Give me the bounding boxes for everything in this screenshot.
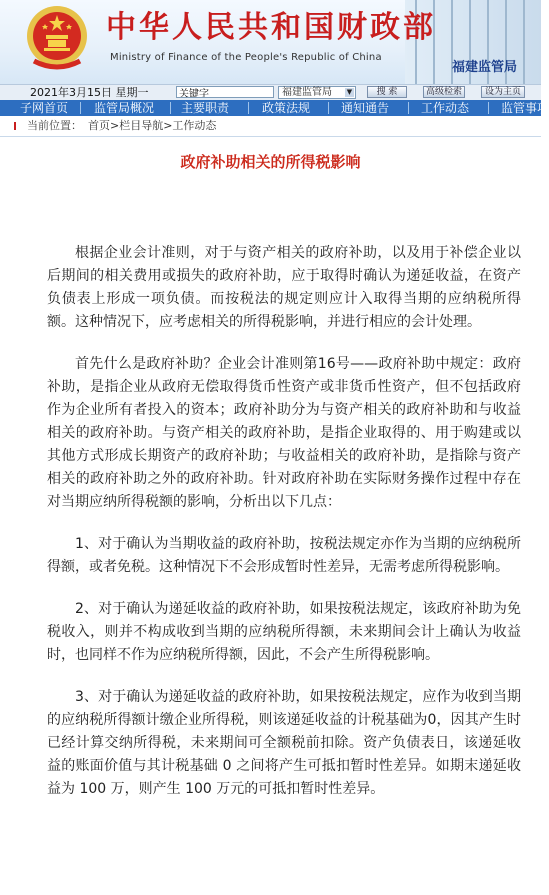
- site-title-english: Ministry of Finance of the People's Republic of China: [110, 52, 382, 63]
- search-button[interactable]: 搜 索: [367, 86, 407, 98]
- article-title: 政府补助相关的所得税影响: [180, 153, 361, 171]
- article-paragraph: 1、对于确认为当期收益的政府补助，按税法规定亦作为当期的应纳税所得额，或者免税。这种情况下不会形成暂时性差异，无需考虑所得税影响。: [47, 536, 521, 575]
- nav-divider: [248, 102, 249, 114]
- site-header: [0, 0, 541, 84]
- breadcrumb-marker-icon: [14, 122, 16, 130]
- nav-item-notices[interactable]: 通知通告: [341, 101, 390, 115]
- main-nav: [0, 100, 549, 116]
- breadcrumb-label: 当前位置：: [27, 119, 82, 132]
- nav-divider: [170, 102, 171, 114]
- article-paragraph: 2、对于确认为递延收益的政府补助，如果按税法规定，该政府补助为免税收入，则并不构成收到当期的应纳税所得额，未来期间会计上确认为收益时，也同样不作为应纳税所得额，因此，不会产生所得税影响。: [47, 601, 521, 663]
- article-paragraph: 根据企业会计准则，对于与资产相关的政府补助，以及用于补偿企业以后期间的相关费用或损失的政府补助，应于取得时确认为递延收益，在资产负债表上形成一项负债。而按税法的规定则应计入取得当期的应纳税所得额。这种情况下，应考虑相关的所得税影响，并进行相应的会计处理。: [47, 245, 521, 330]
- nav-item-overview[interactable]: 监管局概况: [94, 101, 155, 115]
- nav-item-news[interactable]: 工作动态: [421, 101, 470, 115]
- nav-item-supervision[interactable]: 监管事项: [501, 101, 549, 115]
- article-paragraph: 首先什么是政府补助？企业会计准则第16号——政府补助中规定：政府补助，是指企业从政府无偿取得货币性资产或非货币性资产，但不包括政府作为企业所有者投入的资本；政府补助分为与资产相关的政府补助和与收益相关的政府补助。与资产相关的政府补助，是指企业取得的、用于购建或以其他方式形成长期资产的政府补助；与收益相关的政府补助，是指除与资产相关的政府补助之外的政府补助。针对政府补助在实际财务操作过程中存在对当期应纳所得税额的影响，分析出以下几点：: [47, 356, 521, 510]
- set-homepage-button[interactable]: 设为主页: [481, 86, 525, 98]
- nav-divider: [80, 102, 81, 114]
- breadcrumb: [0, 116, 541, 137]
- article-body: [47, 242, 521, 820]
- search-scope-select[interactable]: [278, 86, 356, 99]
- utility-bar: [0, 84, 541, 100]
- site-title: 中华人民共和国财政部: [106, 10, 436, 45]
- article-paragraph: 3、对于确认为递延收益的政府补助，如果按税法规定，应作为收到当期的应纳税所得额计缴企业所得税，则该递延收益的计税基础为0，因其产生时已经计算交纳所得税，未来期间可全额税前扣除。资产负债表日，该递延收益的账面价值与其计税基础 0 之间将产生可抵扣暂时性差异。如期末递延收益为 100 万，则产生 100 万元的可抵扣暂时性差异。: [47, 689, 521, 797]
- nav-divider: [488, 102, 489, 114]
- chevron-down-icon: ▼: [346, 88, 353, 96]
- breadcrumb-path[interactable]: 首页>栏目导航>工作动态: [88, 119, 217, 132]
- nav-divider: [328, 102, 329, 114]
- nav-item-regulations[interactable]: 政策法规: [262, 101, 311, 115]
- nav-divider: [408, 102, 409, 114]
- advanced-search-button[interactable]: 高级检索: [423, 86, 465, 98]
- date-display: 2021年3月15日 星期一: [30, 86, 149, 99]
- nav-item-duties[interactable]: 主要职责: [181, 101, 230, 115]
- nav-item-home[interactable]: 子网首页: [20, 101, 69, 115]
- site-subtitle: 福建监管局: [452, 60, 518, 75]
- search-input[interactable]: [176, 86, 274, 98]
- national-emblem-icon: [22, 3, 92, 73]
- search-scope-value: 福建监管局: [282, 87, 332, 98]
